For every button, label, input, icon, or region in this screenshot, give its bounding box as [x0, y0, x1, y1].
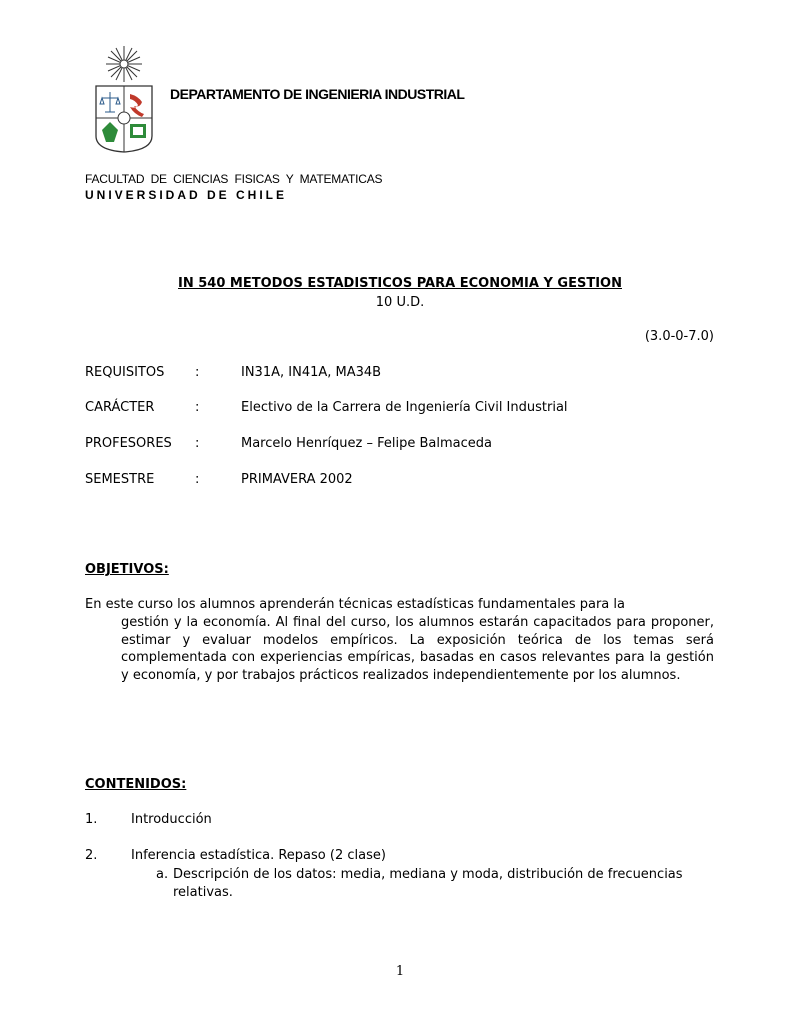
info-label: PROFESORES [85, 436, 172, 451]
list-text: Inferencia estadística. Repaso (2 clase) [131, 848, 386, 863]
list-text: Introducción [131, 812, 212, 827]
info-label: CARÁCTER [85, 400, 155, 415]
objetivos-heading: OBJETIVOS: [85, 562, 169, 577]
course-units: 10 U.D. [375, 295, 425, 310]
objetivos-first-line: En este curso los alumnos aprenderán técnicas estadísticas fundamentales para la [85, 597, 625, 612]
info-colon: : [195, 436, 200, 451]
university-name: UNIVERSIDAD DE CHILE [85, 188, 288, 202]
faculty-name: FACULTAD DE CIENCIAS FISICAS Y MATEMATICAS [85, 172, 383, 186]
info-label: REQUISITOS [85, 365, 165, 380]
university-crest-icon [92, 44, 156, 154]
info-colon: : [195, 472, 200, 487]
department-name: DEPARTAMENTO DE INGENIERIA INDUSTRIAL [170, 86, 465, 102]
sub-list-item [156, 866, 714, 902]
course-title: IN 540 METODOS ESTADISTICOS PARA ECONOMIA Y GESTION [178, 276, 622, 291]
info-label: SEMESTRE [85, 472, 155, 487]
course-hours: (3.0-0-7.0) [644, 329, 714, 344]
list-number: 1. [85, 812, 98, 827]
list-number: 2. [85, 848, 98, 863]
sub-list-mark: a. [156, 867, 169, 882]
info-value: Electivo de la Carrera de Ingeniería Civil Industrial [241, 400, 568, 415]
info-colon: : [195, 365, 200, 380]
info-value: PRIMAVERA 2002 [241, 472, 353, 487]
objetivos-paragraph [85, 596, 714, 685]
sub-list-text: Descripción de los datos: media, mediana y moda, distribución de frecuencias [173, 867, 683, 882]
page-number: 1 [395, 964, 405, 979]
info-colon: : [195, 400, 200, 415]
info-value: Marcelo Henríquez – Felipe Balmaceda [241, 436, 492, 451]
objetivos-continuation: gestión y la economía. Al final del curso, los alumnos estarán capacitados para proponer, estimar y evaluar modelos empíricos. La exposición teórica de los temas será complementada con experiencias empíricas, basadas en casos relevantes para la gestión y economía, y por trabajos prácticos realizados independientemente por los alumnos. [121, 614, 714, 684]
info-value: IN31A, IN41A, MA34B [241, 365, 382, 380]
contenidos-heading: CONTENIDOS: [85, 777, 187, 792]
sub-list-continuation: relativas. [173, 885, 233, 900]
